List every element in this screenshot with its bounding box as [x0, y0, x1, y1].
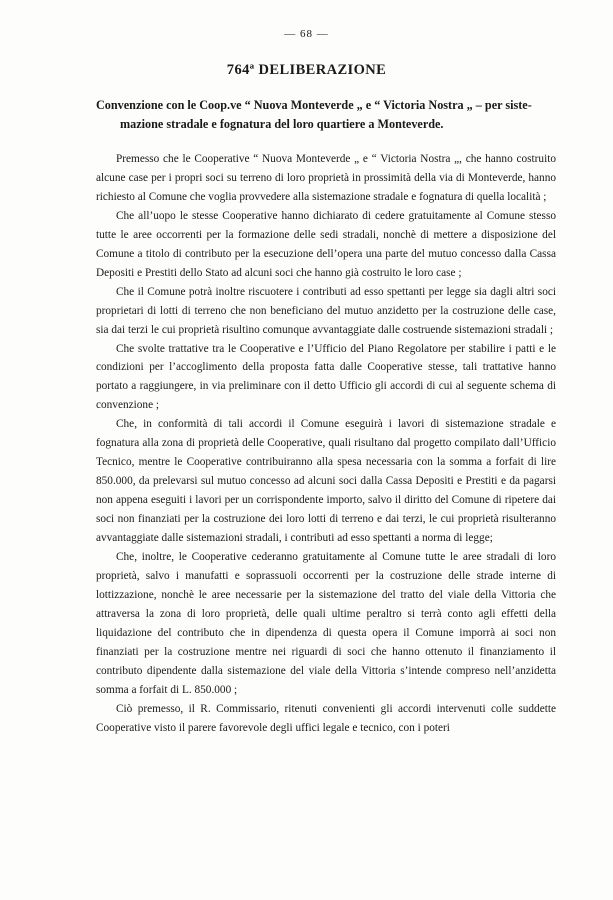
subject-line: Convenzione con le Coop.ve “ Nuova Monteverde „ e “ Victoria Nostra „ – per siste-: [96, 98, 532, 112]
paragraph: Che svolte trattative tra le Cooperative e l’Ufficio del Piano Regolatore per stabilire i patti e le condizioni per l’accoglimento della proposta fatta dalle Cooperative stesse, tali trattative hanno portato a raggiungere, in via preliminare con il detto Ufficio gli accordi di cui al seguente schema di convenzione ;: [96, 342, 556, 412]
deliberation-body: [96, 150, 556, 738]
paragraph: Che il Comune potrà inoltre riscuotere i contributi ad esso spettanti per legge sia dagli altri soci proprietari di lotti di terreno che non beneficiano del mutuo anzidetto per la costruzione delle case, sia dai terzi le cui proprietà risultino comunque avvantaggiate dalle costruende sistemazioni stradali ;: [96, 285, 556, 336]
paragraph: Ciò premesso, il R. Commissario, ritenuti convenienti gli accordi intervenuti colle suddette Cooperative visto il parere favorevole degli uffici legale e tecnico, con i poteri: [96, 702, 556, 734]
paragraph: Premesso che le Cooperative “ Nuova Monteverde „ e “ Victoria Nostra „, che hanno costruito alcune case per i propri soci su terreno di loro proprietà in prossimità della via di Monteverde, hanno richiesto al Comune che voglia provvedere alla sistemazione stradale e fognatura di quella località ;: [96, 153, 556, 203]
subject-line: mazione stradale e fognatura del loro quartiere a Monteverde.: [120, 117, 444, 131]
paragraph: Che all’uopo le stesse Cooperative hanno dichiarato di cedere gratuitamente al Comune stesso tutte le aree occorrenti per la formazione delle sedi stradali, nonchè di mettere a disposizione del Comune a titolo di contributo per la esecuzione dell’opera una parte del mutuo concesso dalla Cassa Depositi e Prestiti dello Stato ad alcuni soci che hanno già costruito le loro case ;: [96, 209, 556, 279]
page-number: — 68 —: [284, 28, 329, 40]
deliberation-title: 764ª DELIBERAZIONE: [226, 62, 387, 78]
deliberation-subject: [96, 96, 564, 134]
paragraph: Che, inoltre, le Cooperative cederanno gratuitamente al Comune tutte le aree stradali di loro proprietà, salvo i manufatti e soprassuoli occorrenti per la costruzione delle strade interne di lottizzazione, nonchè le aree necessarie per la sistemazione del tratto del viale della Vittoria che attraversa la zona di loro proprietà, delle quali ultime peraltro si terrà conto agli effetti della liquidazione del contributo che in dipendenza di questa opera il Comune imporrà ai soci non finanziati per la costruzione mentre nei riguardi di soci che hanno ottenuto il finanziamento il contributo dipendente dalla sistemazione del viale della Vittoria s’intende compreso nell’anzidetta somma a forfait di L. 850.000 ;: [96, 551, 556, 696]
paragraph: Che, in conformità di tali accordi il Comune eseguirà i lavori di sistemazione stradale e fognatura alla zona di proprietà delle Cooperative, quali risultano dal progetto compilato dall’Ufficio Tecnico, mentre le Cooperative contribuiranno alla spesa necessaria con la somma a forfait di lire 850.000, da prelevarsi sul mutuo concesso ad alcuni soci dalla Cassa Depositi e Prestiti e da pagarsi non appena eseguiti i lavori per un corrispondente importo, salvo il diritto del Comune di ripetere dai soci non finanziati per la costruzione dei loro lotti di terreno e dai terzi, le cui proprietà risulteranno avvantaggiate dalle sistemazioni stradali, i contributi ad esso spettanti a norma di legge;: [96, 418, 556, 545]
